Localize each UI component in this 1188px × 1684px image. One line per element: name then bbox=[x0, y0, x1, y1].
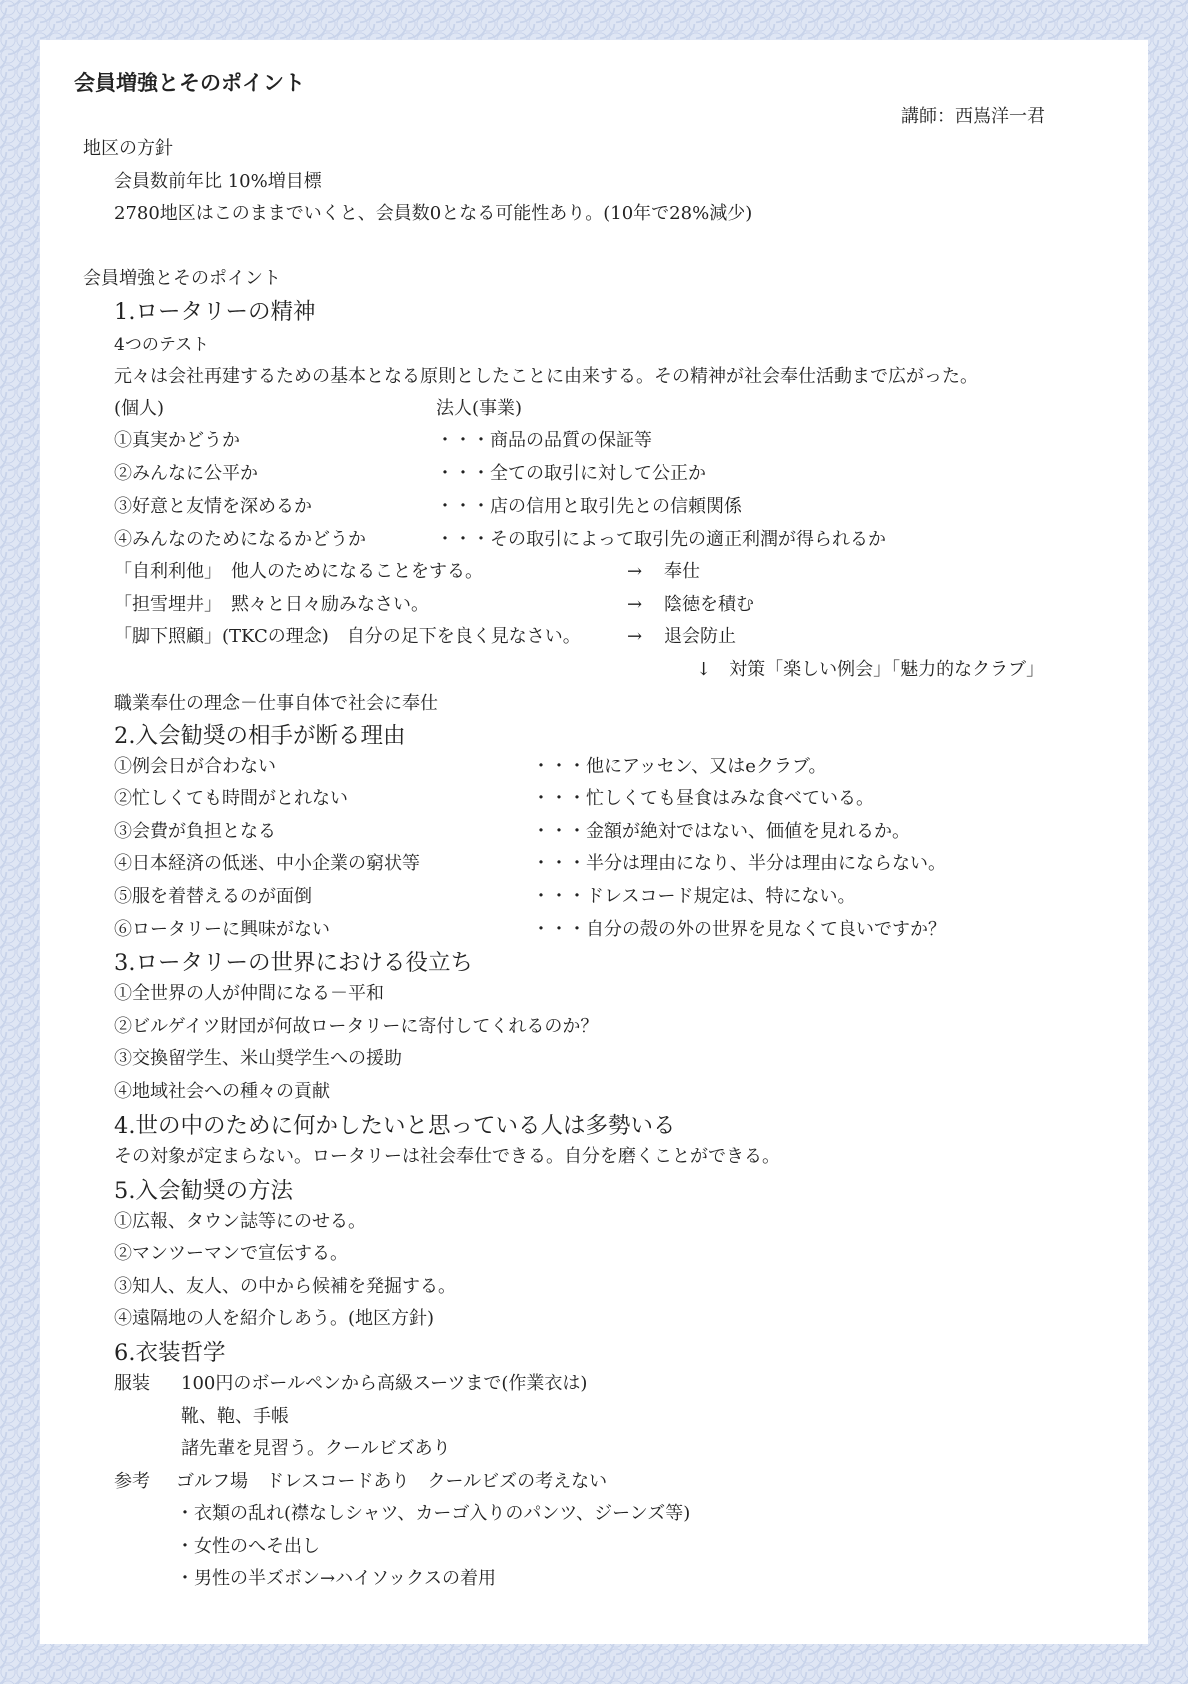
column-corporate: 法人(事業) bbox=[436, 398, 523, 419]
test-item: ③好意と友情を深めるか bbox=[114, 496, 312, 517]
section-4-text: その対象が定まらない。ロータリーは社会奉仕できる。自分を磨くことができる。 bbox=[114, 1146, 780, 1167]
reason-item: ⑥ロータリーに興味がない bbox=[114, 919, 330, 940]
section-5-heading: 5.入会勧奨の方法 bbox=[114, 1178, 293, 1204]
dress-label: 服装 bbox=[114, 1373, 150, 1394]
vocational-service: 職業奉仕の理念－仕事自体で社会に奉仕 bbox=[114, 693, 438, 714]
test-item: ②みんなに公平か bbox=[114, 463, 258, 484]
section-6-heading: 6.衣装哲学 bbox=[114, 1340, 226, 1366]
reason-item: ③会費が負担となる bbox=[114, 821, 276, 842]
reason-response: ・・・他にアッセン、又はeクラブ。 bbox=[532, 756, 827, 777]
reason-response: ・・・半分は理由になり、半分は理由にならない。 bbox=[532, 853, 946, 874]
section-4-heading: 4.世の中のために何かしたいと思っている人は多勢いる bbox=[114, 1113, 676, 1139]
test-item-corporate: ・・・全ての取引に対して公正か bbox=[436, 463, 706, 484]
section-3-heading: 3.ロータリーの世界における役立ち bbox=[114, 950, 473, 976]
test-item: ①真実かどうか bbox=[114, 430, 240, 451]
document-title: 会員増強とそのポイント bbox=[74, 71, 305, 95]
reason-item: ④日本経済の低迷、中小企業の窮状等 bbox=[114, 853, 420, 874]
section-1-heading: 1.ロータリーの精神 bbox=[114, 299, 316, 325]
maxim-result: 退会防止 bbox=[664, 626, 736, 647]
reference-item: ・衣類の乱れ(襟なしシャツ、カーゴ入りのパンツ、ジーンズ等) bbox=[176, 1503, 691, 1524]
reference-label: 参考 bbox=[114, 1471, 150, 1492]
reason-item: ②忙しくても時間がとれない bbox=[114, 788, 348, 809]
reason-item: ①例会日が合わない bbox=[114, 756, 276, 777]
list-item: ③交換留学生、米山奨学生への援助 bbox=[114, 1048, 402, 1069]
test-item-corporate: ・・・その取引によって取引先の適正利潤が得られるか bbox=[436, 529, 886, 550]
test-item-corporate: ・・・商品の品質の保証等 bbox=[436, 430, 652, 451]
maxim-result: 奉仕 bbox=[664, 561, 700, 582]
column-personal: (個人) bbox=[114, 398, 165, 419]
maxim: 「自利利他」 他人のためになることをする。 bbox=[114, 561, 483, 582]
reference-item: ・女性のへそ出し bbox=[176, 1536, 320, 1557]
countermeasure: ↓ 対策「楽しい例会」「魅力的なクラブ」 bbox=[696, 659, 1045, 680]
list-item: ③知人、友人、の中から候補を発掘する。 bbox=[114, 1276, 456, 1297]
dress-line: 諸先輩を見習う。クールビズあり bbox=[181, 1438, 451, 1459]
lecturer-name: 講師：西嶌洋一君 bbox=[901, 106, 1045, 127]
list-item: ④遠隔地の人を紹介しあう。(地区方針) bbox=[114, 1308, 435, 1329]
reason-response: ・・・自分の殻の外の世界を見なくて良いですか？ bbox=[532, 919, 946, 940]
dress-line: 靴、鞄、手帳 bbox=[181, 1406, 289, 1427]
reason-response: ・・・金額が絶対ではない、価値を見れるか。 bbox=[532, 821, 910, 842]
test-item-corporate: ・・・店の信用と取引先との信頼関係 bbox=[436, 496, 742, 517]
maxim: 「脚下照顧」(TKCの理念) 自分の足下を良く見なさい。 bbox=[114, 626, 581, 647]
maxim-arrow: → bbox=[627, 561, 643, 582]
list-item: ①広報、タウン誌等にのせる。 bbox=[114, 1211, 366, 1232]
maxim-arrow: → bbox=[627, 594, 643, 615]
policy-line: 2780地区はこのままでいくと、会員数0となる可能性あり。(10年で28%減少) bbox=[114, 203, 753, 224]
list-item: ④地域社会への種々の貢献 bbox=[114, 1081, 330, 1102]
document-page bbox=[40, 40, 1148, 1644]
maxim-result: 陰徳を積む bbox=[664, 594, 754, 615]
points-heading: 会員増強とそのポイント bbox=[83, 268, 281, 289]
dress-line: 100円のボールペンから高級スーツまで(作業衣は) bbox=[181, 1373, 588, 1394]
reason-response: ・・・忙しくても昼食はみな食べている。 bbox=[532, 788, 874, 809]
maxim: 「担雪埋井」 黙々と日々励みなさい。 bbox=[114, 594, 429, 615]
list-item: ②ビルゲイツ財団が何故ロータリーに寄付してくれるのか？ bbox=[114, 1016, 599, 1037]
list-item: ①全世界の人が仲間になる－平和 bbox=[114, 983, 384, 1004]
reference-line: ゴルフ場 ドレスコードあり クールビズの考えない bbox=[176, 1471, 608, 1492]
reason-response: ・・・ドレスコード規定は、特にない。 bbox=[532, 886, 856, 907]
reference-item: ・男性の半ズボン→ハイソックスの着用 bbox=[176, 1568, 497, 1589]
list-item: ②マンツーマンで宣伝する。 bbox=[114, 1243, 348, 1264]
section-1-sub: 4つのテスト bbox=[114, 335, 210, 355]
policy-line: 会員数前年比 10%増目標 bbox=[114, 171, 322, 192]
reason-item: ⑤服を着替えるのが面倒 bbox=[114, 886, 312, 907]
section-1-intro: 元々は会社再建するための基本となる原則としたことに由来する。その精神が社会奉仕活動まで広がった。 bbox=[114, 366, 978, 387]
section-2-heading: 2.入会勧奨の相手が断る理由 bbox=[114, 723, 406, 749]
policy-heading: 地区の方針 bbox=[83, 138, 173, 159]
test-item: ④みんなのためになるかどうか bbox=[114, 529, 366, 550]
maxim-arrow: → bbox=[627, 626, 643, 647]
